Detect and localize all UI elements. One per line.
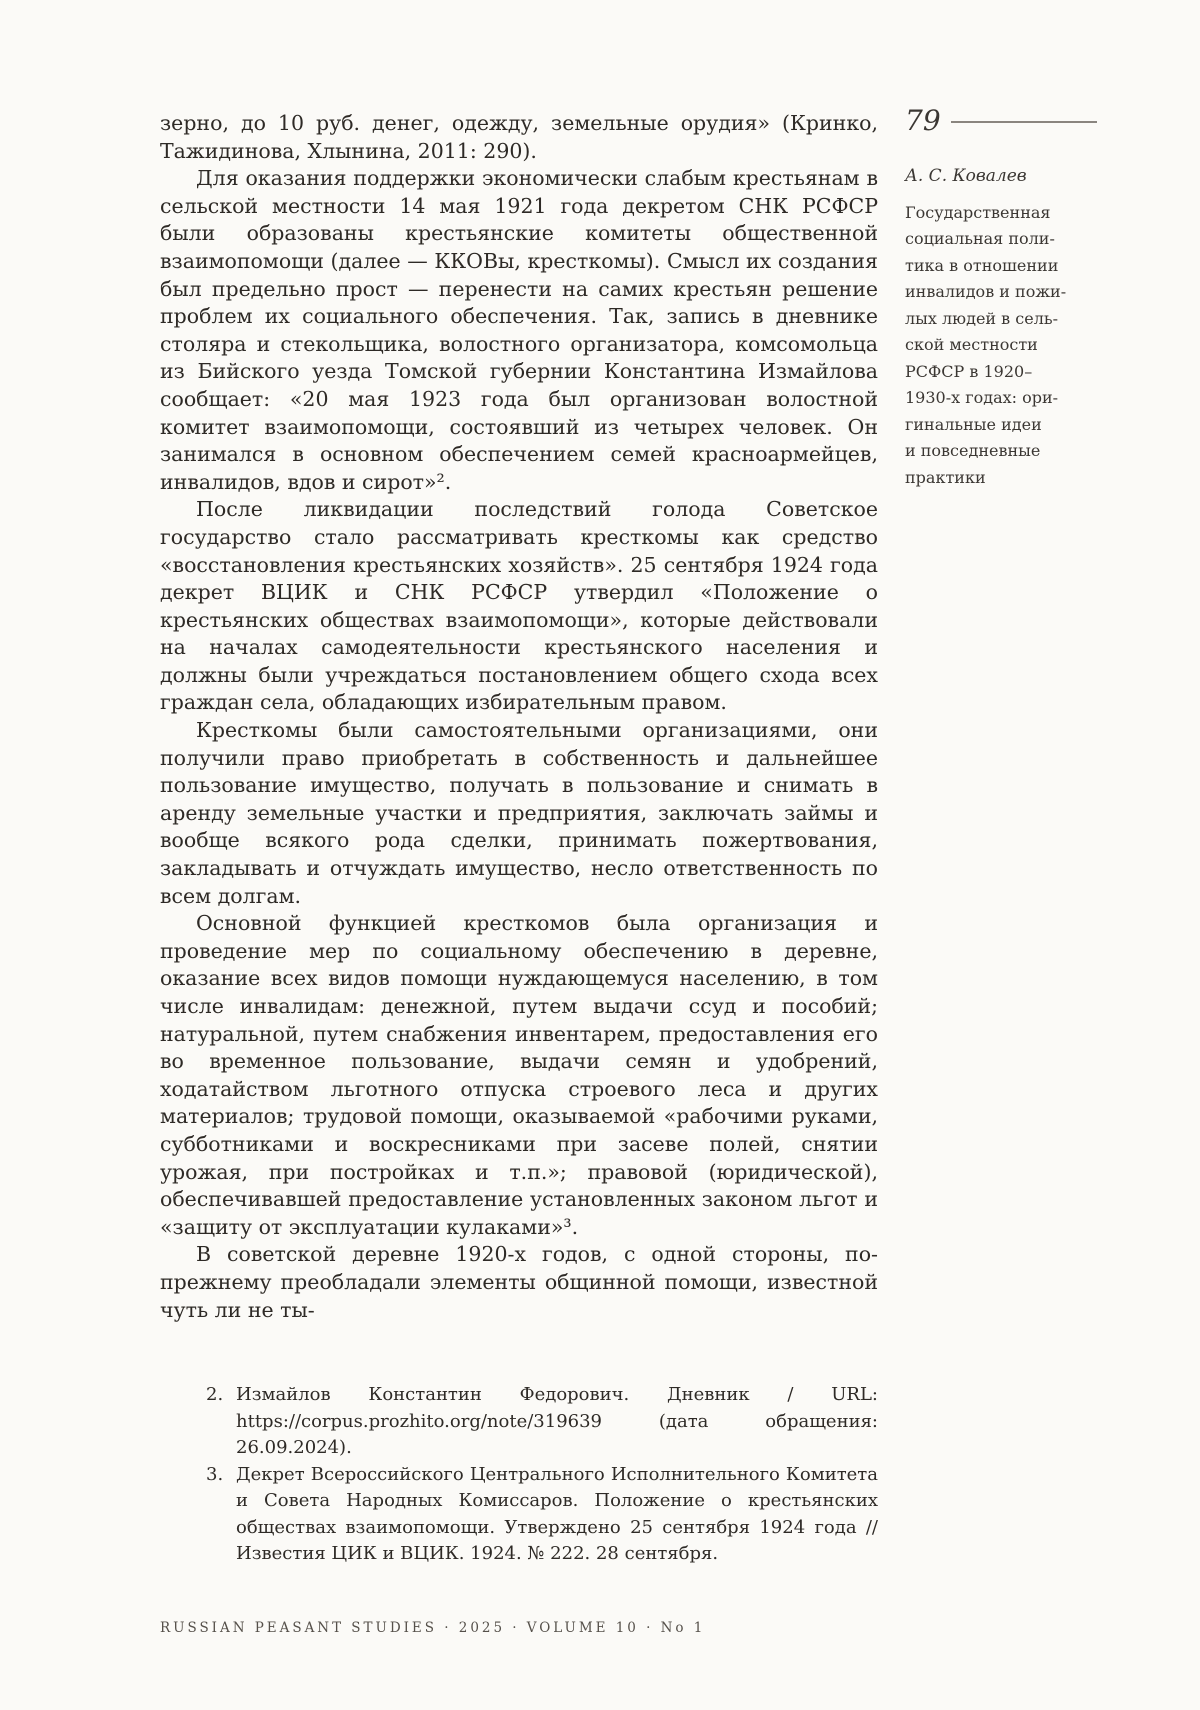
article-title: Государственная социальная поли- тика в отношении инвалидов и пожи- лых людей в сель- ской местности РСФСР в 1920– 1930-х годах: ори- гинальные идеи и повседневные практики <box>905 202 1067 487</box>
body-paragraph-2: Для оказания поддержки экономически слабым крестьянам в сельской местности 14 мая 1921 года декретом СНК РСФСР были образованы крестьянские комитеты общественной взаимопомощи (далее — ККОВы, кресткомы). Смысл их создания был предельно прост — перенести на самих крестьян решение проблем их социального обеспечения. Так, запись в дневнике столяра и стекольщика, волостного организатора, комсомольца из Бийского уезда Томской губернии Константина Измайлова сообщает: «20 мая 1923 года был организован волостной комитет взаимопомощи, состоявший из четырех человек. Он занимался в основном обеспечением семей красноармейцев, инвалидов, вдов и сирот»². <box>160 166 878 494</box>
footnotes-section <box>206 1382 878 1568</box>
header-rule <box>951 121 1097 123</box>
margin-column <box>905 106 1097 491</box>
journal-footer: RUSSIAN PEASANT STUDIES · 2025 · VOLUME 10 · No 1 <box>160 1619 706 1636</box>
footnote-2 <box>206 1382 878 1462</box>
footnote-number: 2. <box>206 1384 224 1406</box>
footnote-text: Измайлов Константин Федорович. Дневник / URL: https://corpus.prozhito.org/note/319639 (дата обращения: 26.09.2024). <box>236 1384 878 1459</box>
body-paragraph-3: После ликвидации последствий голода Советское государство стало рассматривать кресткомы как средство «восстановления крестьянских хозяйств». 25 сентября 1924 года декрет ВЦИК и СНК РСФСР утвердил «Положение о крестьянских обществах взаимопомощи», которые действовали на началах самодеятельности крестьянского населения и должны были учреждаться постановлением общего схода всех граждан села, обладающих избирательным правом. <box>160 497 878 715</box>
page-number: 79 <box>905 104 941 137</box>
main-text-column <box>160 110 878 1636</box>
footnote-3 <box>206 1462 878 1568</box>
body-paragraph-4: Кресткомы были самостоятельными организациями, они получили право приобретать в собственность и дальнейшее пользование имущество, получать в пользование и снимать в аренду земельные участки и предприятия, заключать займы и вообще всякого рода сделки, принимать пожертвования, закладывать и отчуждать имущество, несло ответственность по всем долгам. <box>160 718 878 908</box>
footnote-text: Декрет Всероссийского Центрального Исполнительного Комитета и Совета Народных Комиссаров. Положение о крестьянских обществах взаимопомощи. Утверждено 25 сентября 1924 года // Известия ЦИК и ВЦИК. 1924. № 222. 28 сентября. <box>236 1463 878 1565</box>
footnote-number: 3. <box>206 1463 224 1485</box>
body-paragraph-5: Основной функцией кресткомов была организация и проведение мер по социальному обеспечению в деревне, оказание всех видов помощи нуждающемуся населению, в том числе инвалидам: денежной, путем выдачи ссуд и пособий; натуральной, путем снабжения инвентарем, предоставления его во временное пользование, выдачи семян и удобрений, ходатайством льготного отпуска строевого леса и других материалов; трудовой помощи, оказываемой «рабочими руками, субботниками и воскресниками при засеве полей, снятии урожая, при постройках и т.п.»; правовой (юридической), обеспечивавшей предоставление установленных законом льгот и «защиту от эксплуатации кулаками»³. <box>160 911 878 1239</box>
author-name: А. С. Ковалев <box>905 165 1027 186</box>
body-paragraph-1: зерно, до 10 руб. денег, одежду, земельные орудия» (Кринко, Тажидинова, Хлынина, 2011: 290). <box>160 111 878 163</box>
body-paragraph-6: В советской деревне 1920-х годов, с одной стороны, по-прежнему преобладали элементы общинной помощи, известной чуть ли не ты- <box>160 1242 878 1322</box>
page-header <box>905 106 1097 137</box>
